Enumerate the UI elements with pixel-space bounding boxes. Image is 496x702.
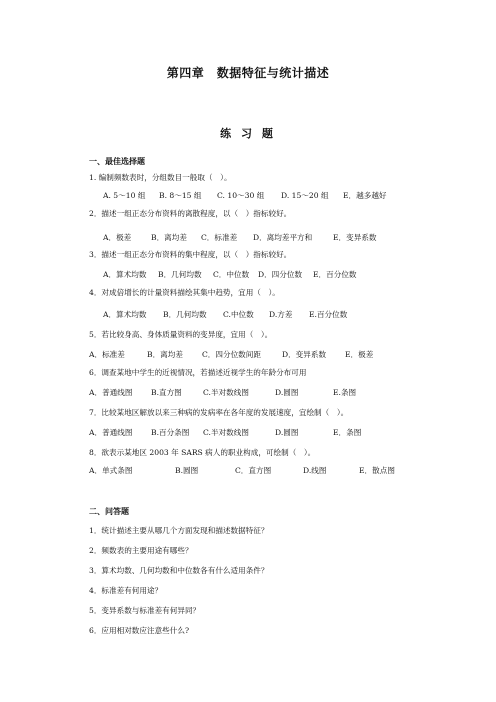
option: E．散点图 <box>359 466 395 475</box>
question-stem: 6．调查某地中学生的近视情况，若描述近视学生的年龄分布可用 <box>89 368 307 377</box>
option: A．标准差 <box>89 350 125 359</box>
option: E．百分位数 <box>313 270 357 279</box>
option: D．离均差平方和 <box>253 233 313 242</box>
essay-question: 3．算术均数、几何均数和中位数各有什么适用条件？ <box>89 566 269 575</box>
option: E．越多越好 <box>343 191 387 200</box>
option: E．极差 <box>345 350 374 359</box>
option: A．算术均数 <box>103 310 147 319</box>
option: C. 10～30 组 <box>217 191 265 200</box>
question-stem: 8．欲表示某地区 2003 年 SARS 病人的职业构成，可绘制（ ）。 <box>89 448 316 457</box>
question-options <box>89 428 361 438</box>
question-stem: 3．描述一组正态分布资料的集中程度，以（ ）指标较好。 <box>89 250 292 259</box>
option: A．算术均数 <box>103 270 147 279</box>
essay-question: 4．标准差有何用途？ <box>89 586 163 595</box>
option: A. 5～10 组 <box>103 191 146 200</box>
question-stem: 1. 编制频数表时，分组数目一般取（ ）。 <box>89 173 232 182</box>
option: B．离均差 <box>147 350 183 359</box>
option: A．极差 <box>103 233 132 242</box>
option: D．变异系数 <box>282 350 327 359</box>
option: B.圆图 <box>175 466 199 475</box>
option: D.线图 <box>303 466 327 475</box>
question-options <box>89 388 356 398</box>
essay-question: 6．应用相对数应注意些什么? <box>89 626 190 635</box>
option: B.百分条图 <box>151 428 190 437</box>
option: B.直方图 <box>151 388 182 397</box>
option: B. 8～15 组 <box>159 191 202 200</box>
question-stem: 4．对成倍增长的计量资料描绘其集中趋势，宜用（ ）。 <box>89 288 280 297</box>
section-heading-multiple-choice: 一、最佳选择题 <box>89 157 145 166</box>
option: C．直方图 <box>235 466 272 475</box>
option: B．离均差 <box>151 233 187 242</box>
essay-question: 1．统计描述主要从哪几个方面发现和描述数据特征？ <box>89 526 269 535</box>
option: A．普通线图 <box>89 388 133 397</box>
question-options <box>89 350 373 360</box>
question-options <box>103 233 377 243</box>
option: A．单式条图 <box>89 466 133 475</box>
question-options <box>103 270 357 280</box>
option: D. 15～20 组 <box>281 191 329 200</box>
question-options <box>103 310 347 320</box>
section-heading-essay: 二、问答题 <box>89 507 129 516</box>
essay-question: 5．变异系数与标准差有何异同？ <box>89 606 201 615</box>
option: C.半对数线图 <box>203 388 249 397</box>
option: D.方差 <box>269 310 293 319</box>
option: E.百分位数 <box>309 310 348 319</box>
option: C.半对数线图 <box>203 428 249 437</box>
essay-question: 2．频数表的主要用途有哪些？ <box>89 546 193 555</box>
exercise-title: 练 习 题 <box>220 127 276 140</box>
option: D.圆图 <box>275 388 299 397</box>
option: E.条图 <box>333 388 357 397</box>
chapter-title: 第四章 数据特征与统计描述 <box>166 66 330 80</box>
question-options <box>89 466 395 476</box>
option: E．条图 <box>333 428 362 437</box>
question-stem: 7．比较某地区解放以来三种病的发病率在各年度的发展速度，宜绘制（ ）。 <box>89 408 349 417</box>
option: E．变异系数 <box>333 233 377 242</box>
question-stem: 5．若比较身高、身体质量资料的变异度，宜用（ ）。 <box>89 330 273 339</box>
option: C．标准差 <box>201 233 238 242</box>
option: A．普通线图 <box>89 428 133 437</box>
question-stem: 2．描述一组正态分布资料的离散程度，以（ ）指标较好。 <box>89 209 292 218</box>
option: D.圆图 <box>275 428 299 437</box>
question-options <box>103 191 387 201</box>
option: D．四分位数 <box>258 270 303 279</box>
option: C．四分位数间距 <box>202 350 261 359</box>
option: C．中位数 <box>213 270 250 279</box>
option: B．几何均数 <box>163 310 207 319</box>
option: B．几何均数 <box>158 270 202 279</box>
option: C.中位数 <box>223 310 254 319</box>
